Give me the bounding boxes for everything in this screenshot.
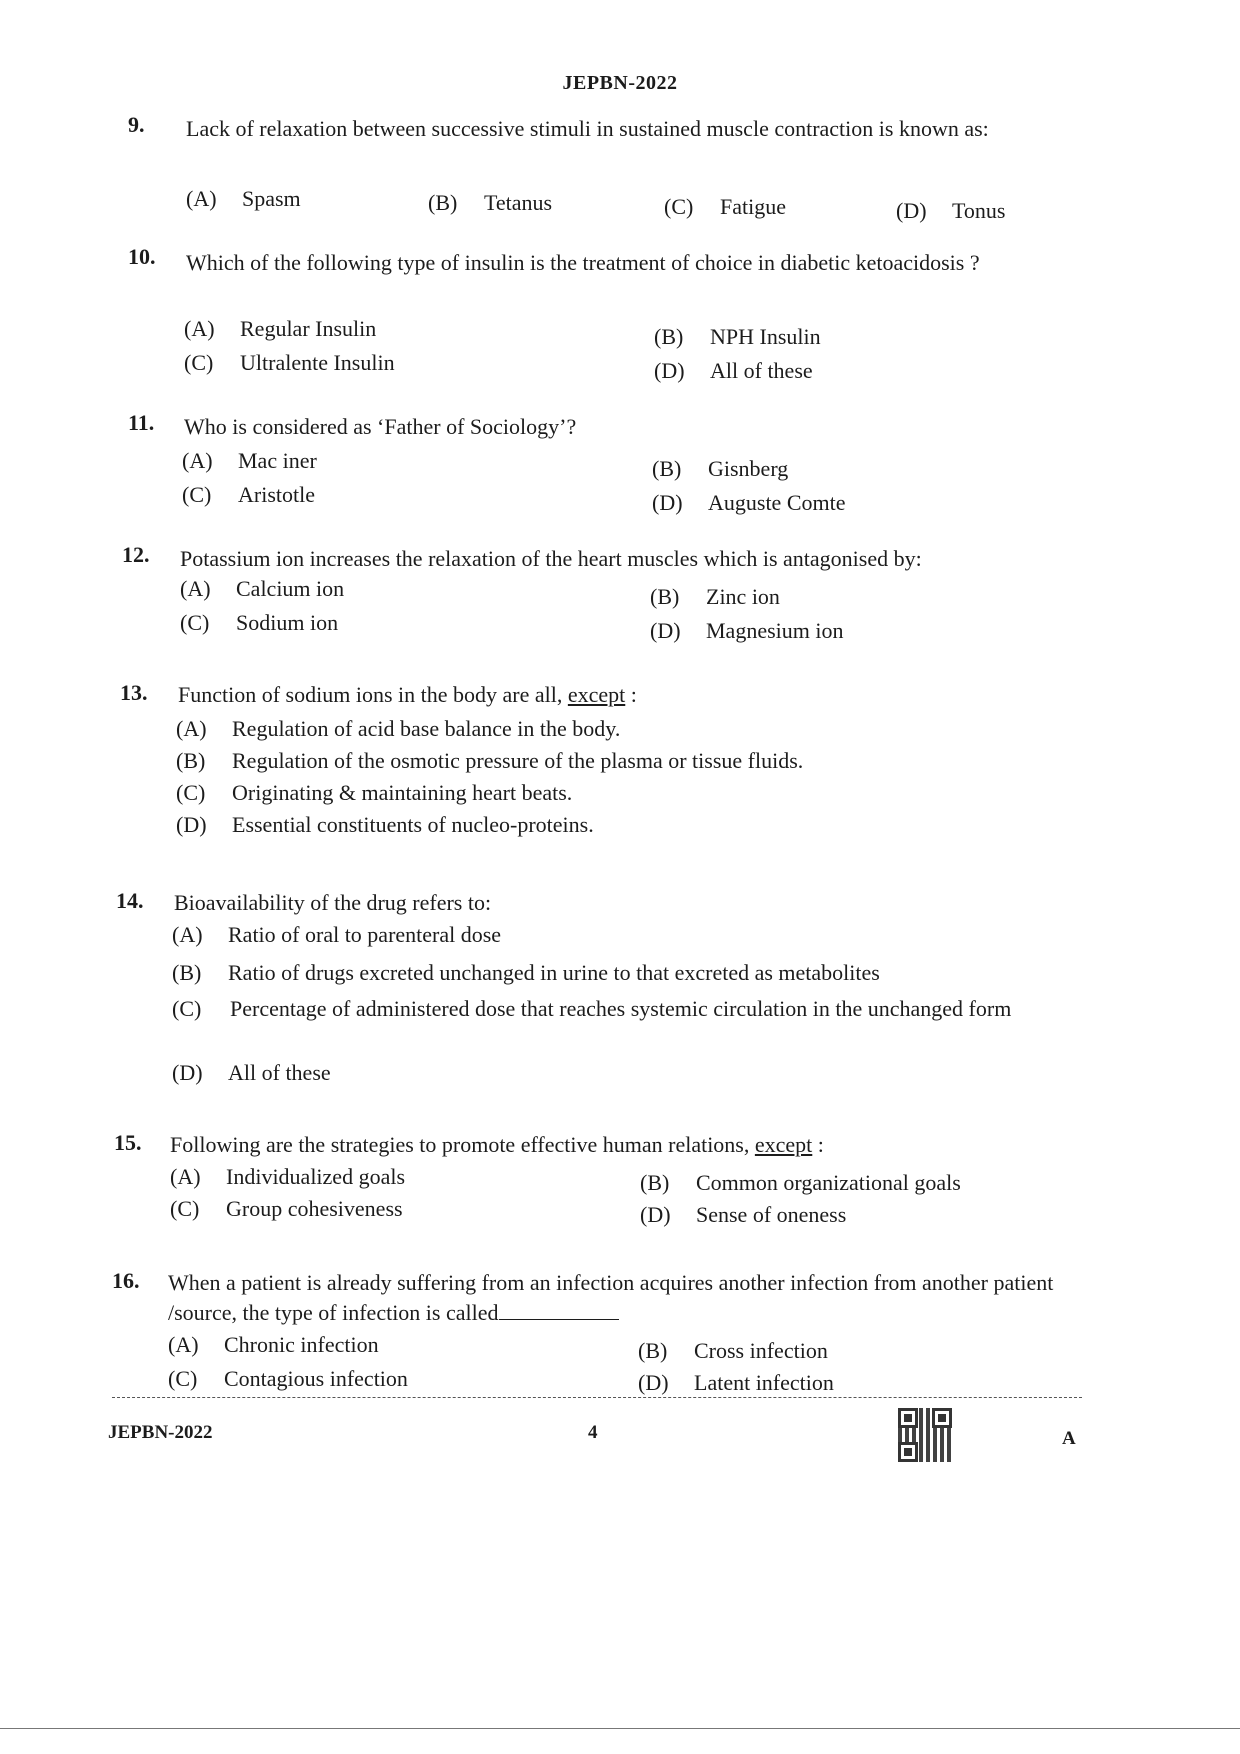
option-b [640,1170,961,1196]
option-d [638,1370,834,1396]
question-text-prefix: Function of sodium ions in the body are all, [178,682,568,707]
option-label: (A) [168,1332,199,1357]
option-text: Gisnberg [708,456,789,481]
option-c [182,482,315,508]
scan-edge-line [0,1728,1240,1729]
option-c [184,350,395,376]
page-number: 4 [588,1422,598,1443]
option-label: (A) [172,922,203,947]
option-label: (B) [652,456,682,481]
question-text: Lack of relaxation between successive stimuli in sustained muscle contraction is known as: [186,116,989,141]
qr-finder [932,1408,952,1428]
option-b [652,456,788,482]
option-text: Regulation of acid base balance in the body. [232,716,621,741]
option-text: NPH Insulin [710,324,821,349]
question-text [178,680,1098,710]
option-label: (B) [650,584,680,609]
option-text: Percentage of administered dose that reaches systemic circulation in the unchanged form [230,996,1012,1021]
option-label: (C) [664,194,694,219]
question-number: 15. [114,1130,142,1155]
question-text: Potassium ion increases the relaxation of the heart muscles which is antagonised by: [180,546,922,571]
option-b [172,960,880,986]
option-text: Originating & maintaining heart beats. [232,780,573,805]
option-label: (A) [180,576,211,601]
option-b [638,1338,828,1364]
question-number: 10. [128,244,156,269]
question-number: 16. [112,1268,140,1293]
option-label: (D) [652,490,683,515]
option-a [176,716,620,742]
option-text: Regulation of the osmotic pressure of the plasma or tissue fluids. [232,748,804,773]
option-text: Calcium ion [236,576,345,601]
option-d [896,198,1005,224]
option-c [168,1366,408,1392]
option-a [168,1332,379,1358]
question-number: 13. [120,680,148,705]
option-text: Group cohesiveness [226,1196,403,1221]
option-text: Magnesium ion [706,618,844,643]
option-label: (D) [638,1370,669,1395]
question-text-body: When a patient is already suffering from an infection acquires another infection from another patient /source, the type of infection is called [168,1270,1054,1325]
option-text: Sense of oneness [696,1202,847,1227]
question-number: 9. [128,112,145,137]
option-text: Tonus [952,198,1006,223]
option-c [176,780,572,806]
option-label: (C) [172,996,202,1021]
option-a [186,186,301,212]
option-text: Aristotle [238,482,315,507]
option-label: (C) [176,780,206,805]
question-text [168,1268,1078,1328]
option-text: Individualized goals [226,1164,406,1189]
question-text-suffix: : [625,682,637,707]
option-d [176,812,594,838]
option-d [172,1060,331,1086]
option-d [650,618,844,644]
option-label: (B) [176,748,206,773]
question-text [170,1130,1090,1160]
option-label: (D) [896,198,927,223]
option-a [180,576,344,602]
qr-finder [898,1408,918,1428]
question-text-prefix: Following are the strategies to promote effective human relations, [170,1132,755,1157]
option-text: Zinc ion [706,584,780,609]
question-number: 11. [128,410,155,435]
option-d [640,1202,846,1228]
option-b [654,324,821,350]
option-text: Regular Insulin [240,316,377,341]
answer-blank [499,1299,619,1320]
option-text: Contagious infection [224,1366,408,1391]
option-label: (D) [176,812,207,837]
question-number: 12. [122,542,150,567]
option-label: (D) [654,358,685,383]
option-text: Common organizational goals [696,1170,961,1195]
question-text-suffix: : [812,1132,824,1157]
qr-finder [898,1442,918,1462]
option-d [652,490,846,516]
option-label: (A) [182,448,213,473]
option-label: (B) [640,1170,670,1195]
option-a [172,922,501,948]
option-b [428,190,552,216]
option-label: (C) [180,610,210,635]
option-label: (C) [170,1196,200,1221]
option-b [650,584,780,610]
option-d [654,358,813,384]
option-text: Auguste Comte [708,490,846,515]
option-text: All of these [228,1060,331,1085]
option-label: (B) [638,1338,668,1363]
question-set-label: A [1062,1428,1076,1449]
option-text: Mac iner [238,448,317,473]
option-text: All of these [710,358,813,383]
question-text: Who is considered as ‘Father of Sociology’? [184,414,577,439]
question-text-emphasis: except [567,682,626,707]
option-label: (A) [170,1164,201,1189]
option-label: (C) [182,482,212,507]
option-c [664,194,786,220]
option-label: (D) [650,618,681,643]
question-text: Which of the following type of insulin is the treatment of choice in diabetic ketoacidosis ? [186,250,980,275]
option-text: Ratio of oral to parenteral dose [228,922,502,947]
footer-exam-code: JEPBN-2022 [108,1422,213,1443]
option-a [170,1164,405,1190]
option-label: (B) [654,324,684,349]
option-label: (A) [186,186,217,211]
option-a [182,448,317,474]
option-text: Chronic infection [224,1332,379,1357]
option-label: (D) [640,1202,671,1227]
option-c [170,1196,403,1222]
option-label: (A) [184,316,215,341]
option-label: (B) [428,190,458,215]
question-number: 14. [116,888,144,913]
option-label: (A) [176,716,207,741]
footer-divider [112,1397,1082,1398]
option-text: Essential constituents of nucleo-proteins. [232,812,594,837]
option-text: Cross infection [694,1338,828,1363]
option-text: Tetanus [484,190,553,215]
option-a [184,316,376,342]
option-label: (C) [168,1366,198,1391]
option-label: (B) [172,960,202,985]
option-text: Fatigue [720,194,786,219]
option-text: Latent infection [694,1370,834,1395]
qr-code-icon [898,1408,952,1462]
option-text: Spasm [242,186,301,211]
question-text: Bioavailability of the drug refers to: [174,890,492,915]
option-text: Ratio of drugs excreted unchanged in urine to that excreted as metabolites [228,960,880,985]
option-c [180,610,338,636]
option-label: (D) [172,1060,203,1085]
option-b [176,748,803,774]
option-text: Sodium ion [236,610,339,635]
page-header-code: JEPBN-2022 [562,72,678,94]
option-text: Ultralente Insulin [240,350,395,375]
option-label: (C) [184,350,214,375]
question-text-emphasis: except [754,1132,813,1157]
